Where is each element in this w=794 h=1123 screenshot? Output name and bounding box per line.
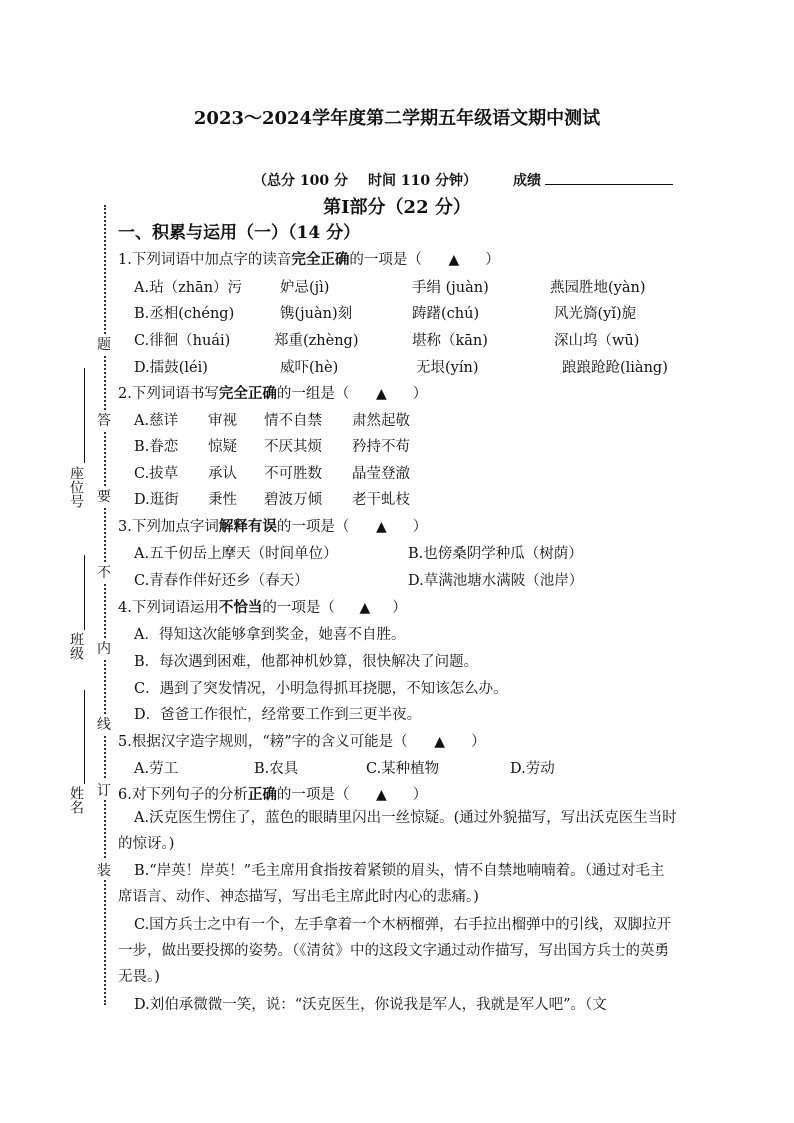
q2-option: 晶莹登澈 — [352, 466, 410, 482]
q5-option: D.劳动 — [510, 761, 555, 777]
q6-option: D.刘伯承微微一笑，说：“沃克医生，你说我是军人，我就是军人吧”。（文 — [134, 997, 607, 1013]
seal-char: 答 — [96, 410, 112, 430]
class-label: 班级 — [68, 632, 84, 660]
exam-title: 2023～2024学年度第二学期五年级语文期中测试 — [193, 108, 601, 129]
q2-option: 矜持不苟 — [352, 439, 410, 455]
seat-number-label: 座位号 — [68, 466, 84, 508]
q5-option: B.农具 — [254, 761, 299, 777]
seal-char: 不 — [96, 562, 112, 582]
q1-option: 无垠(yín) — [416, 360, 479, 376]
seal-char: 题 — [96, 334, 112, 354]
q2-option: 不厌其烦 — [264, 439, 322, 455]
q4-option: C．遇到了突发情况，小明急得抓耳挠腮，不知该怎么办。 — [134, 681, 508, 697]
total-score-info: （总分 100 分 — [253, 173, 348, 189]
q4-option: B．每次遇到困难，他都神机妙算，很快解决了问题。 — [134, 654, 479, 670]
q1-option: 郑重(zhèng) — [274, 333, 359, 349]
q1-option: 镌(juàn)刻 — [280, 306, 353, 322]
q1-option: 风光旖(yǐ)旎 — [554, 306, 637, 322]
answer-marker-triangle: ▲ — [434, 734, 446, 750]
q2-option: A.慈详 — [134, 413, 179, 429]
answer-marker-triangle: ▲ — [375, 787, 387, 803]
q1-option: 踉踉跄跄(liàng) — [562, 360, 668, 376]
q2-option: 秉性 — [208, 492, 237, 508]
q1-option: 燕园胜地(yàn) — [550, 280, 646, 296]
q2-option: B.眷恋 — [134, 439, 179, 455]
time-info: 时间 110 分钟） — [368, 173, 477, 189]
question-1: 1.下列词语中加点字的读音完全正确的一项是（ ▲ ） — [118, 251, 500, 268]
score-label: 成绩 — [513, 173, 541, 189]
q1-option: 堪称（kān) — [412, 333, 488, 349]
q1-option: B.丞相(chéng) — [134, 306, 235, 322]
q6-option: B.“岸英！岸英！”毛主席用食指按着紧锁的眉头，情不自禁地喃喃着。（通过对毛主席语言、动作、神态描写，写出毛主席此时内心的悲痛。) — [118, 863, 665, 905]
question-5: 5.根据汉字造字规则，“耪”字的含义可能是（ ▲ ） — [118, 734, 486, 750]
q3-option: A.五千仞岳上摩天（时间单位） — [134, 546, 338, 562]
q2-option: 承认 — [208, 466, 237, 482]
q4-option: D．爸爸工作很忙，经常要工作到三更半夜。 — [134, 707, 422, 723]
q6-option: C.国方兵士之中有一个，左手拿着一个木柄榴弹，右手拉出榴弹中的引线，双脚拉开一步，做出要投掷的姿势。（《清贫》中的这段文字通过动作描写，写出国方兵士的英勇无畏。) — [118, 917, 672, 985]
seat-number-blank — [84, 368, 85, 463]
score-blank-line — [545, 184, 673, 185]
binding-dotted-line — [104, 205, 106, 1005]
q3-option: B.也傍桑阴学种瓜（树荫） — [408, 546, 583, 562]
question-4: 4.下列词语运用不恰当的一项是（ ▲ ） — [118, 599, 407, 616]
q3-option: D.草满池塘水满陂（池岸） — [408, 573, 584, 589]
q2-option: 惊疑 — [208, 439, 237, 455]
part-heading: 第Ⅰ部分（22 分） — [323, 197, 471, 218]
seal-char: 要 — [96, 486, 112, 506]
name-blank — [84, 690, 85, 784]
seal-char: 装 — [96, 860, 112, 880]
name-label: 姓名 — [68, 786, 84, 814]
answer-marker-triangle: ▲ — [375, 519, 387, 535]
q2-option: C.拔草 — [134, 466, 179, 482]
q2-option: 肃然起敬 — [352, 413, 410, 429]
q2-option: 不可胜数 — [264, 466, 322, 482]
q6-option: A.沃克医生愣住了，蓝色的眼睛里闪出一丝惊疑。(通过外貌描写，写出沃克医生当时的惊讶。) — [118, 810, 677, 852]
question-3: 3.下列加点字词解释有误的一项是（ ▲ ） — [118, 518, 428, 535]
seal-char: 线 — [96, 714, 112, 734]
class-blank — [84, 555, 85, 630]
q1-option: A.玷（zhān）污 — [134, 280, 243, 296]
q1-option: D.擂鼓(léi) — [134, 360, 208, 376]
q1-option: 踌躇(chú) — [412, 306, 480, 322]
q2-option: 碧波万倾 — [264, 492, 322, 508]
q2-option: D.逛街 — [134, 492, 179, 508]
q3-option: C.青春作伴好还乡（春天） — [134, 573, 309, 589]
seal-char: 订 — [96, 780, 112, 800]
section-heading: 一、积累与运用（一）（14 分） — [118, 223, 361, 243]
q2-option: 审视 — [208, 413, 237, 429]
seal-char: 内 — [96, 638, 112, 658]
q5-option: A.劳工 — [134, 761, 179, 777]
question-6: 6.对下列句子的分析正确的一项是（ ▲ ） — [118, 786, 428, 803]
q2-option: 老干虬枝 — [352, 492, 410, 508]
question-2: 2.下列词语书写完全正确的一组是（ ▲ ） — [118, 385, 428, 402]
q4-option: A．得知这次能够拿到奖金，她喜不自胜。 — [134, 627, 406, 643]
q1-option: 手绢 (juàn) — [412, 280, 489, 296]
q5-option: C.某种植物 — [366, 761, 440, 777]
answer-marker-triangle: ▲ — [375, 386, 387, 402]
q2-option: 情不自禁 — [264, 413, 322, 429]
q1-option: 威吓(hè) — [280, 360, 339, 376]
answer-marker-triangle: ▲ — [359, 600, 371, 616]
answer-marker-triangle: ▲ — [448, 252, 460, 268]
q1-option: 深山坞（wū) — [554, 333, 640, 349]
q1-option: 妒忌(jì) — [280, 280, 330, 296]
q1-option: C.徘徊（huái) — [134, 333, 231, 349]
